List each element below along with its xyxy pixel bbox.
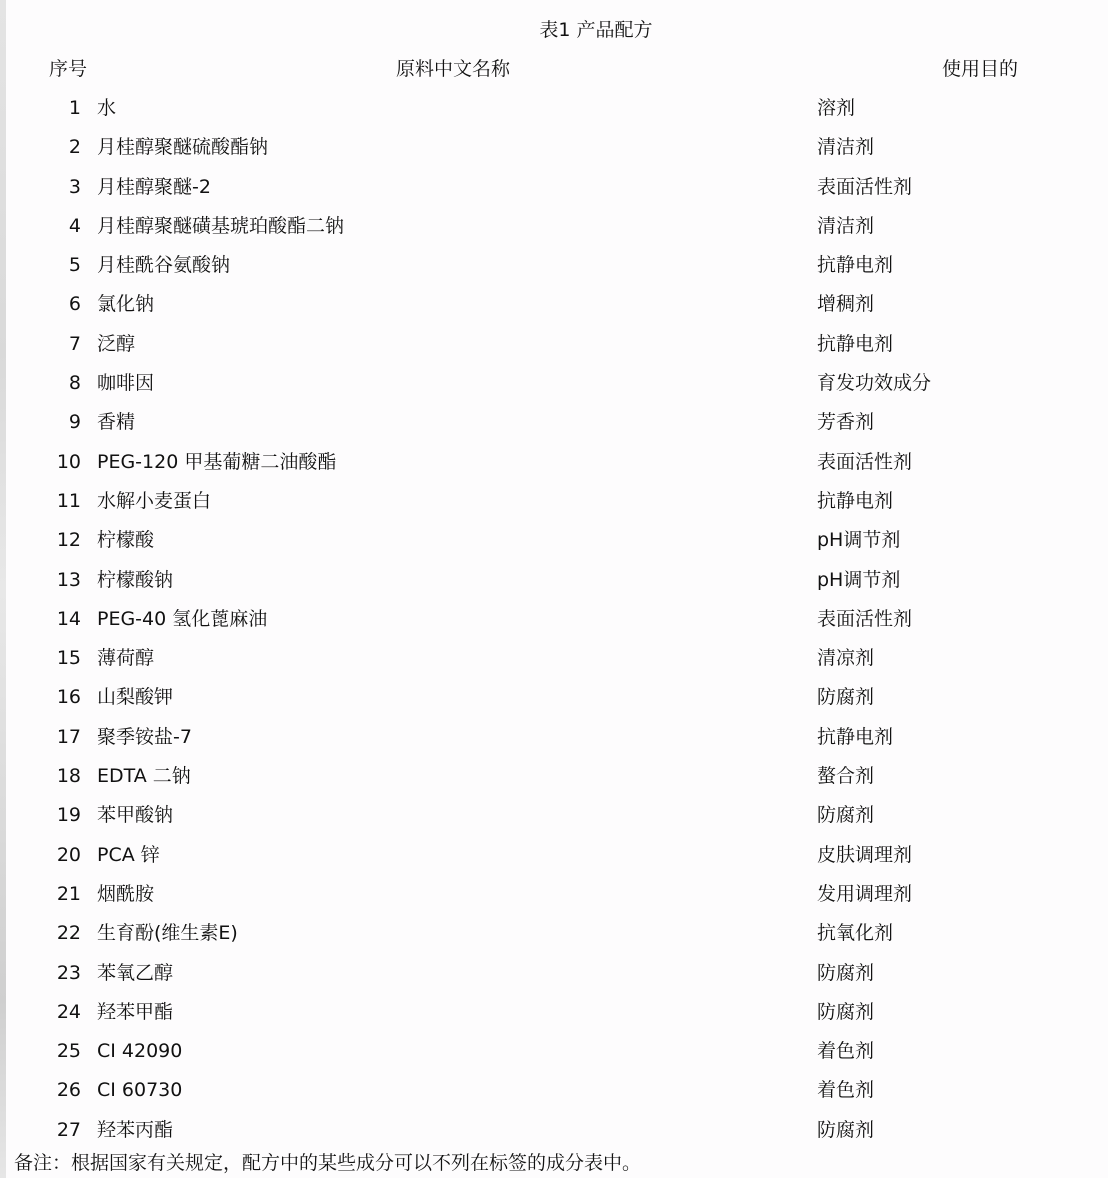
header-serial-number: 序号 xyxy=(49,58,88,80)
ingredient-name: EDTA 二钠 xyxy=(97,765,191,788)
header-ingredient-name: 原料中文名称 xyxy=(396,58,511,80)
ingredient-name: 香精 xyxy=(97,411,136,434)
ingredient-purpose: 芳香剂 xyxy=(817,411,875,434)
ingredient-purpose: 着色剂 xyxy=(817,1040,875,1063)
table-row xyxy=(0,567,1108,606)
ingredient-purpose: 抗氧化剂 xyxy=(817,922,894,945)
ingredient-purpose: 防腐剂 xyxy=(817,1000,875,1023)
table-row xyxy=(0,881,1108,920)
table-row xyxy=(0,134,1108,173)
row-number: 16 xyxy=(56,686,81,709)
row-number: 20 xyxy=(56,843,81,866)
ingredient-name: 生育酚(维生素E) xyxy=(97,922,238,945)
ingredient-name: 水解小麦蛋白 xyxy=(97,489,212,512)
ingredient-purpose: 抗静电剂 xyxy=(817,332,894,355)
table-row xyxy=(0,684,1108,723)
row-number: 11 xyxy=(56,489,81,512)
ingredient-purpose: 皮肤调理剂 xyxy=(817,843,913,866)
ingredient-name: CI 60730 xyxy=(97,1079,183,1102)
table-row xyxy=(0,606,1108,645)
row-number: 13 xyxy=(56,568,81,591)
ingredient-purpose: 防腐剂 xyxy=(817,1118,875,1141)
table-row xyxy=(0,999,1108,1038)
table-row xyxy=(0,763,1108,802)
ingredient-name: 苯氧乙醇 xyxy=(97,961,174,984)
ingredient-purpose: 抗静电剂 xyxy=(817,489,894,512)
formula-table-body xyxy=(0,95,1108,1156)
ingredient-name: 山梨酸钾 xyxy=(97,686,174,709)
ingredient-purpose: 清洁剂 xyxy=(817,136,875,159)
ingredient-purpose: 防腐剂 xyxy=(817,686,875,709)
row-number: 12 xyxy=(56,529,81,552)
ingredient-name: 月桂醇聚醚硫酸酯钠 xyxy=(97,136,269,159)
table-row xyxy=(0,174,1108,213)
ingredient-name: 水 xyxy=(97,97,117,119)
ingredient-purpose: 抗静电剂 xyxy=(817,254,894,277)
table-row xyxy=(0,1077,1108,1116)
row-number: 5 xyxy=(68,254,81,277)
ingredient-name: 羟苯甲酯 xyxy=(97,1000,174,1023)
table-row xyxy=(0,95,1108,134)
ingredient-name: 苯甲酸钠 xyxy=(97,804,174,827)
table-row xyxy=(0,802,1108,841)
row-number: 17 xyxy=(56,725,81,748)
row-number: 15 xyxy=(56,647,81,670)
table-row xyxy=(0,960,1108,999)
table-row xyxy=(0,488,1108,527)
ingredient-purpose: 清凉剂 xyxy=(817,647,875,670)
table-row xyxy=(0,527,1108,566)
ingredient-purpose: 溶剂 xyxy=(817,97,856,119)
ingredient-purpose: pH调节剂 xyxy=(817,529,901,552)
ingredient-name: CI 42090 xyxy=(97,1040,183,1063)
ingredient-name: PCA 锌 xyxy=(97,843,160,866)
ingredient-name: 柠檬酸 xyxy=(97,529,155,552)
header-purpose: 使用目的 xyxy=(942,58,1019,80)
table-row xyxy=(0,842,1108,881)
ingredient-name: 咖啡因 xyxy=(97,372,155,395)
row-number: 1 xyxy=(68,97,81,119)
row-number: 2 xyxy=(68,136,81,159)
table-row xyxy=(0,645,1108,684)
row-number: 21 xyxy=(56,882,81,905)
ingredient-purpose: 抗静电剂 xyxy=(817,725,894,748)
ingredient-purpose: 表面活性剂 xyxy=(817,175,913,198)
ingredient-name: 薄荷醇 xyxy=(97,647,155,670)
row-number: 26 xyxy=(56,1079,81,1102)
row-number: 3 xyxy=(68,175,81,198)
footnote: 备注：根据国家有关规定，配方中的某些成分可以不列在标签的成分表中。 xyxy=(14,1152,642,1174)
ingredient-name: 柠檬酸钠 xyxy=(97,568,174,591)
row-number: 9 xyxy=(68,411,81,434)
table-row xyxy=(0,213,1108,252)
table-row xyxy=(0,920,1108,959)
ingredient-purpose: 防腐剂 xyxy=(817,804,875,827)
table-row xyxy=(0,449,1108,488)
ingredient-name: 氯化钠 xyxy=(97,293,155,316)
ingredient-purpose: 育发功效成分 xyxy=(817,372,932,395)
table-row xyxy=(0,331,1108,370)
ingredient-name: 月桂酰谷氨酸钠 xyxy=(97,254,231,277)
table-row xyxy=(0,370,1108,409)
row-number: 4 xyxy=(68,214,81,237)
table-title: 表1 产品配方 xyxy=(539,19,653,41)
row-number: 8 xyxy=(68,372,81,395)
table-row xyxy=(0,409,1108,448)
ingredient-purpose: 螯合剂 xyxy=(817,765,875,788)
ingredient-name: 羟苯丙酯 xyxy=(97,1118,174,1141)
ingredient-name: 烟酰胺 xyxy=(97,882,155,905)
row-number: 19 xyxy=(56,804,81,827)
row-number: 22 xyxy=(56,922,81,945)
ingredient-purpose: 防腐剂 xyxy=(817,961,875,984)
ingredient-purpose: 表面活性剂 xyxy=(817,607,913,630)
table-row xyxy=(0,724,1108,763)
ingredient-name: 泛醇 xyxy=(97,332,136,355)
ingredient-name: PEG-40 氢化蓖麻油 xyxy=(97,607,268,630)
row-number: 27 xyxy=(56,1118,81,1141)
table-row xyxy=(0,291,1108,330)
ingredient-purpose: 表面活性剂 xyxy=(817,450,913,473)
row-number: 24 xyxy=(56,1000,81,1023)
ingredient-purpose: pH调节剂 xyxy=(817,568,901,591)
ingredient-purpose: 发用调理剂 xyxy=(817,882,913,905)
row-number: 6 xyxy=(68,293,81,316)
ingredient-purpose: 清洁剂 xyxy=(817,214,875,237)
table-row xyxy=(0,252,1108,291)
row-number: 7 xyxy=(68,332,81,355)
ingredient-purpose: 着色剂 xyxy=(817,1079,875,1102)
row-number: 25 xyxy=(56,1040,81,1063)
table-row xyxy=(0,1038,1108,1077)
row-number: 14 xyxy=(56,607,81,630)
ingredient-name: 聚季铵盐-7 xyxy=(97,725,192,748)
ingredient-name: PEG-120 甲基葡糖二油酸酯 xyxy=(97,450,337,473)
ingredient-name: 月桂醇聚醚磺基琥珀酸酯二钠 xyxy=(97,214,345,237)
ingredient-purpose: 增稠剂 xyxy=(817,293,875,316)
row-number: 18 xyxy=(56,765,81,788)
row-number: 23 xyxy=(56,961,81,984)
row-number: 10 xyxy=(56,450,81,473)
table-header-row xyxy=(0,56,1108,82)
ingredient-name: 月桂醇聚醚-2 xyxy=(97,175,211,198)
